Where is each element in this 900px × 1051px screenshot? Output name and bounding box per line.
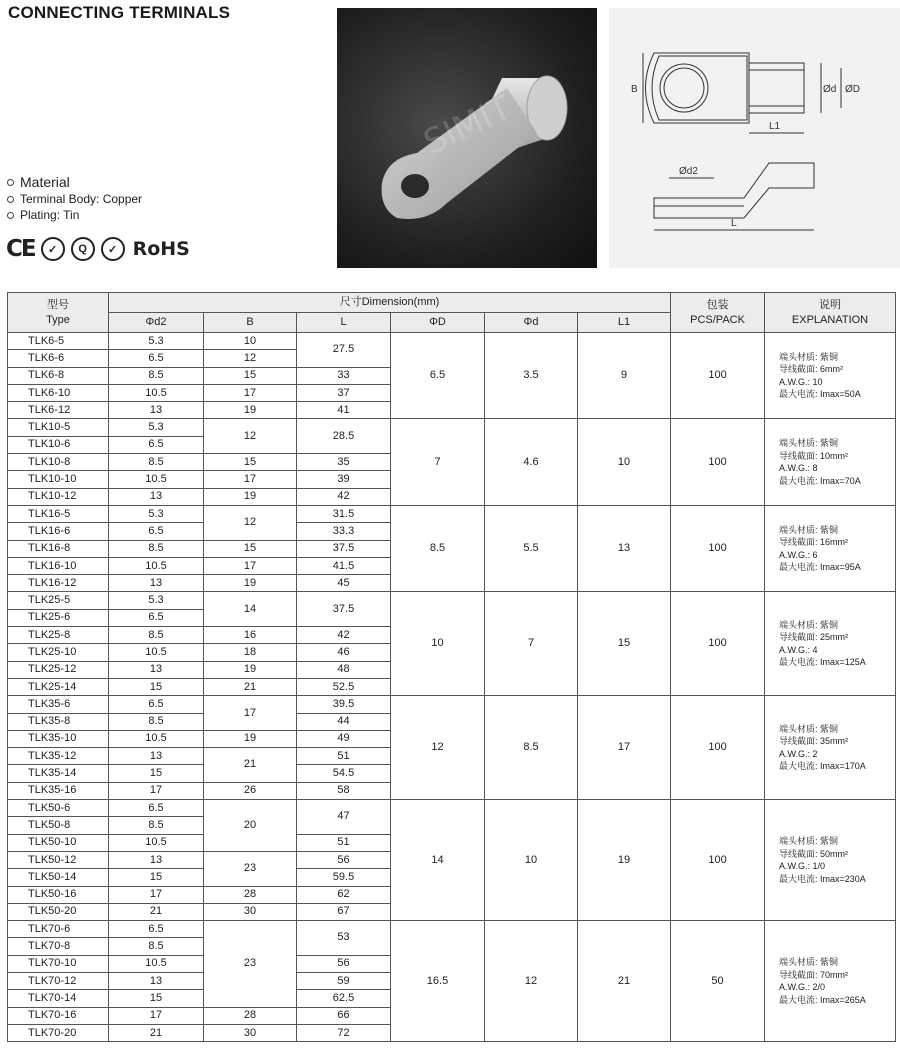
b-cell: 30 — [204, 1024, 297, 1041]
table-row — [8, 800, 896, 817]
explanation-cell — [765, 696, 896, 800]
d2-cell: 10.5 — [109, 471, 204, 488]
table-row — [8, 419, 896, 436]
cqc-mark-icon: Q — [71, 237, 95, 261]
explanation-line: 端头材质: 紫铜 — [779, 957, 839, 968]
d2-cell: 15 — [109, 869, 204, 886]
small-d-cell: 8.5 — [485, 696, 578, 800]
type-cell: TLK50-14 — [8, 869, 109, 886]
pack-cell: 100 — [671, 419, 765, 505]
type-cell: TLK70-14 — [8, 990, 109, 1007]
explanation-line: 导线截面: 10mm² — [779, 450, 849, 461]
l1-cell: 9 — [578, 333, 671, 419]
b-cell: 21 — [204, 678, 297, 695]
explanation-line: A.W.G.: 4 — [779, 644, 818, 655]
table-row — [8, 505, 896, 522]
d2-cell: 10.5 — [109, 384, 204, 401]
type-cell: TLK6-6 — [8, 350, 109, 367]
big-d-cell: 12 — [391, 696, 485, 800]
col-header: L1 — [578, 313, 671, 333]
type-cell: TLK50-20 — [8, 903, 109, 920]
type-cell: TLK35-6 — [8, 696, 109, 713]
explanation-line: 最大电流: Imax=170A — [779, 761, 866, 772]
d2-cell: 15 — [109, 990, 204, 1007]
type-cell: TLK35-10 — [8, 730, 109, 747]
l-cell: 35 — [297, 454, 391, 471]
l-cell: 56 — [297, 955, 391, 972]
type-cell: TLK50-16 — [8, 886, 109, 903]
label-l: L — [731, 218, 737, 229]
material-heading: Material — [20, 174, 70, 190]
explanation-line: A.W.G.: 6 — [779, 549, 818, 560]
big-d-cell: 8.5 — [391, 505, 485, 591]
d2-cell: 10.5 — [109, 557, 204, 574]
l-cell: 66 — [297, 1007, 391, 1024]
b-cell: 10 — [204, 333, 297, 350]
d2-cell: 13 — [109, 661, 204, 678]
col-header: L — [297, 313, 391, 333]
type-cell: TLK6-12 — [8, 402, 109, 419]
type-cell: TLK16-8 — [8, 540, 109, 557]
b-cell: 26 — [204, 782, 297, 799]
type-cell: TLK6-5 — [8, 333, 109, 350]
l-cell: 33 — [297, 367, 391, 384]
b-cell: 12 — [204, 350, 297, 367]
d2-cell: 6.5 — [109, 921, 204, 938]
d2-cell: 6.5 — [109, 609, 204, 626]
big-d-cell: 14 — [391, 800, 485, 921]
type-cell: TLK10-12 — [8, 488, 109, 505]
col-header: Φd — [485, 313, 578, 333]
d2-cell: 5.3 — [109, 505, 204, 522]
small-d-cell: 12 — [485, 921, 578, 1042]
b-cell: 15 — [204, 454, 297, 471]
d2-cell: 13 — [109, 851, 204, 868]
pack-cell: 100 — [671, 696, 765, 800]
l-cell: 48 — [297, 661, 391, 678]
type-cell: TLK70-20 — [8, 1024, 109, 1041]
explanation-line: 端头材质: 紫铜 — [779, 438, 839, 449]
l-cell: 27.5 — [297, 333, 391, 368]
page-title: CONNECTING TERMINALS — [8, 3, 231, 22]
big-d-cell: 16.5 — [391, 921, 485, 1042]
material-item: Terminal Body: Copper — [20, 192, 143, 206]
type-cell: TLK70-12 — [8, 972, 109, 989]
b-cell: 23 — [204, 921, 297, 1007]
table-row — [8, 592, 896, 609]
type-cell: TLK25-8 — [8, 627, 109, 644]
l-cell: 42 — [297, 627, 391, 644]
col-header: Φd2 — [109, 313, 204, 333]
terminal-lug-photo — [337, 8, 597, 268]
label-b: B — [631, 84, 638, 95]
l1-cell: 10 — [578, 419, 671, 505]
l-cell: 37.5 — [297, 592, 391, 627]
pack-header: 包装 PCS/PACK — [671, 293, 765, 333]
label-small-d: Ød — [823, 84, 837, 95]
l-cell: 59.5 — [297, 869, 391, 886]
l-cell: 37 — [297, 384, 391, 401]
pack-cell: 100 — [671, 592, 765, 696]
l-cell: 33.3 — [297, 523, 391, 540]
type-cell: TLK16-6 — [8, 523, 109, 540]
l1-cell: 15 — [578, 592, 671, 696]
b-cell: 19 — [204, 661, 297, 678]
ce-mark-icon: CE — [6, 236, 35, 262]
explanation-line: 端头材质: 紫铜 — [779, 524, 839, 535]
b-cell: 21 — [204, 748, 297, 783]
l-cell: 41 — [297, 402, 391, 419]
spec-table-body — [8, 333, 896, 1042]
type-cell: TLK25-12 — [8, 661, 109, 678]
label-d2: Ød2 — [679, 166, 698, 177]
explanation-line: A.W.G.: 10 — [779, 376, 823, 387]
l-cell: 67 — [297, 903, 391, 920]
l-cell: 39.5 — [297, 696, 391, 713]
explanation-cell — [765, 921, 896, 1042]
explanation-cell — [765, 419, 896, 505]
d2-cell: 5.3 — [109, 419, 204, 436]
type-cell: TLK16-12 — [8, 575, 109, 592]
type-cell: TLK16-10 — [8, 557, 109, 574]
type-cell: TLK35-16 — [8, 782, 109, 799]
d2-cell: 10.5 — [109, 955, 204, 972]
bullet-icon — [7, 196, 14, 203]
table-row — [8, 696, 896, 713]
col-header: B — [204, 313, 297, 333]
d2-cell: 6.5 — [109, 800, 204, 817]
table-row — [8, 333, 896, 350]
l-cell: 51 — [297, 834, 391, 851]
explanation-cell — [765, 505, 896, 591]
type-cell: TLK50-10 — [8, 834, 109, 851]
type-cell: TLK70-6 — [8, 921, 109, 938]
d2-cell: 10.5 — [109, 730, 204, 747]
label-l1: L1 — [769, 121, 781, 132]
small-d-cell: 5.5 — [485, 505, 578, 591]
product-photo — [337, 8, 597, 268]
explanation-line: 最大电流: Imax=50A — [779, 389, 861, 400]
b-cell: 16 — [204, 627, 297, 644]
d2-cell: 17 — [109, 782, 204, 799]
d2-cell: 13 — [109, 402, 204, 419]
b-cell: 19 — [204, 402, 297, 419]
b-cell: 12 — [204, 505, 297, 540]
d2-cell: 5.3 — [109, 333, 204, 350]
bullet-icon — [7, 179, 14, 186]
pack-cell: 100 — [671, 505, 765, 591]
l1-cell: 19 — [578, 800, 671, 921]
b-cell: 18 — [204, 644, 297, 661]
d2-cell: 17 — [109, 886, 204, 903]
type-cell: TLK35-8 — [8, 713, 109, 730]
b-cell: 17 — [204, 384, 297, 401]
b-cell: 19 — [204, 575, 297, 592]
explanation-line: 导线截面: 6mm² — [779, 364, 844, 375]
l1-cell: 13 — [578, 505, 671, 591]
d2-cell: 8.5 — [109, 454, 204, 471]
type-cell: TLK16-5 — [8, 505, 109, 522]
type-cell: TLK10-5 — [8, 419, 109, 436]
d2-cell: 21 — [109, 903, 204, 920]
svg-text:SIMIT: SIMIT — [417, 88, 518, 164]
l-cell: 59 — [297, 972, 391, 989]
l-cell: 49 — [297, 730, 391, 747]
d2-cell: 8.5 — [109, 540, 204, 557]
type-cell: TLK10-6 — [8, 436, 109, 453]
type-cell: TLK10-8 — [8, 454, 109, 471]
type-cell: TLK50-8 — [8, 817, 109, 834]
b-cell: 19 — [204, 488, 297, 505]
small-d-cell: 10 — [485, 800, 578, 921]
d2-cell: 17 — [109, 1007, 204, 1024]
rohs-mark-icon: RoHS — [132, 238, 190, 260]
small-d-cell: 3.5 — [485, 333, 578, 419]
dimension-header: 尺寸Dimension(mm) — [109, 293, 671, 313]
l-cell: 46 — [297, 644, 391, 661]
d2-cell: 8.5 — [109, 367, 204, 384]
explanation-cell — [765, 592, 896, 696]
explanation-line: 最大电流: Imax=125A — [779, 657, 866, 668]
spec-table — [7, 292, 896, 1042]
d2-cell: 8.5 — [109, 627, 204, 644]
sgs-mark-icon: ✓ — [101, 237, 125, 261]
explanation-line: 最大电流: Imax=265A — [779, 994, 866, 1005]
pack-cell: 100 — [671, 800, 765, 921]
explanation-line: A.W.G.: 2/0 — [779, 982, 826, 993]
type-cell: TLK70-10 — [8, 955, 109, 972]
pack-cell: 100 — [671, 333, 765, 419]
explanation-line: 导线截面: 50mm² — [779, 848, 849, 859]
pack-cell: 50 — [671, 921, 765, 1042]
type-cell: TLK70-16 — [8, 1007, 109, 1024]
b-cell: 15 — [204, 540, 297, 557]
big-d-cell: 7 — [391, 419, 485, 505]
explanation-line: A.W.G.: 1/0 — [779, 861, 826, 872]
l-cell: 28.5 — [297, 419, 391, 454]
small-d-cell: 7 — [485, 592, 578, 696]
explanation-header: 说明 EXPLANATION — [765, 293, 896, 333]
l-cell: 42 — [297, 488, 391, 505]
explanation-line: 导线截面: 70mm² — [779, 969, 849, 980]
b-cell: 23 — [204, 851, 297, 886]
type-header: 型号 Type — [8, 293, 109, 333]
l-cell: 31.5 — [297, 505, 391, 522]
b-cell: 30 — [204, 903, 297, 920]
dimension-drawing — [609, 8, 900, 268]
type-cell: TLK10-10 — [8, 471, 109, 488]
type-cell: TLK50-6 — [8, 800, 109, 817]
l-cell: 41.5 — [297, 557, 391, 574]
l-cell: 39 — [297, 471, 391, 488]
l-cell: 62.5 — [297, 990, 391, 1007]
small-d-cell: 4.6 — [485, 419, 578, 505]
explanation-line: 端头材质: 紫铜 — [779, 351, 839, 362]
d2-cell: 10.5 — [109, 834, 204, 851]
explanation-line: 最大电流: Imax=95A — [779, 562, 861, 573]
type-cell: TLK25-6 — [8, 609, 109, 626]
d2-cell: 8.5 — [109, 938, 204, 955]
type-cell: TLK6-8 — [8, 367, 109, 384]
d2-cell: 6.5 — [109, 696, 204, 713]
d2-cell: 6.5 — [109, 436, 204, 453]
b-cell: 17 — [204, 471, 297, 488]
type-cell: TLK25-5 — [8, 592, 109, 609]
l-cell: 53 — [297, 921, 391, 956]
b-cell: 17 — [204, 696, 297, 731]
l-cell: 44 — [297, 713, 391, 730]
d2-cell: 8.5 — [109, 713, 204, 730]
d2-cell: 6.5 — [109, 523, 204, 540]
d2-cell: 13 — [109, 972, 204, 989]
type-cell: TLK50-12 — [8, 851, 109, 868]
explanation-line: 端头材质: 紫铜 — [779, 836, 839, 847]
l1-cell: 21 — [578, 921, 671, 1042]
b-cell: 12 — [204, 419, 297, 454]
explanation-line: A.W.G.: 8 — [779, 463, 818, 474]
b-cell: 28 — [204, 1007, 297, 1024]
explanation-line: 端头材质: 紫铜 — [779, 619, 839, 630]
l-cell: 45 — [297, 575, 391, 592]
d2-cell: 8.5 — [109, 817, 204, 834]
type-cell: TLK25-10 — [8, 644, 109, 661]
explanation-line: A.W.G.: 2 — [779, 748, 818, 759]
col-header: ΦD — [391, 313, 485, 333]
b-cell: 15 — [204, 367, 297, 384]
d2-cell: 13 — [109, 575, 204, 592]
d2-cell: 6.5 — [109, 350, 204, 367]
certification-marks — [6, 236, 190, 262]
explanation-line: 导线截面: 16mm² — [779, 537, 849, 548]
b-cell: 28 — [204, 886, 297, 903]
label-d: ØD — [845, 84, 860, 95]
d2-cell: 10.5 — [109, 644, 204, 661]
d2-cell: 15 — [109, 678, 204, 695]
type-cell: TLK70-8 — [8, 938, 109, 955]
explanation-line: 最大电流: Imax=230A — [779, 873, 866, 884]
l-cell: 47 — [297, 800, 391, 835]
explanation-cell — [765, 800, 896, 921]
explanation-line: 导线截面: 35mm² — [779, 736, 849, 747]
big-d-cell: 10 — [391, 592, 485, 696]
d2-cell: 15 — [109, 765, 204, 782]
type-cell: TLK6-10 — [8, 384, 109, 401]
l-cell: 56 — [297, 851, 391, 868]
explanation-cell — [765, 333, 896, 419]
explanation-line: 最大电流: Imax=70A — [779, 475, 861, 486]
b-cell: 20 — [204, 800, 297, 852]
d2-cell: 13 — [109, 748, 204, 765]
big-d-cell: 6.5 — [391, 333, 485, 419]
ccc-mark-icon: ✓ — [41, 237, 65, 261]
material-item: Plating: Tin — [20, 208, 80, 222]
l-cell: 62 — [297, 886, 391, 903]
material-section — [7, 174, 142, 224]
table-row — [8, 921, 896, 938]
d2-cell: 21 — [109, 1024, 204, 1041]
type-cell: TLK25-14 — [8, 678, 109, 695]
l-cell: 54.5 — [297, 765, 391, 782]
l-cell: 52.5 — [297, 678, 391, 695]
b-cell: 14 — [204, 592, 297, 627]
l-cell: 51 — [297, 748, 391, 765]
b-cell: 19 — [204, 730, 297, 747]
d2-cell: 5.3 — [109, 592, 204, 609]
l-cell: 58 — [297, 782, 391, 799]
explanation-line: 导线截面: 25mm² — [779, 632, 849, 643]
explanation-line: 端头材质: 紫铜 — [779, 723, 839, 734]
b-cell: 17 — [204, 557, 297, 574]
l-cell: 37.5 — [297, 540, 391, 557]
type-cell: TLK35-14 — [8, 765, 109, 782]
d2-cell: 13 — [109, 488, 204, 505]
terminal-dimension-diagram — [609, 8, 900, 268]
type-cell: TLK35-12 — [8, 748, 109, 765]
l-cell: 72 — [297, 1024, 391, 1041]
bullet-icon — [7, 212, 14, 219]
l1-cell: 17 — [578, 696, 671, 800]
